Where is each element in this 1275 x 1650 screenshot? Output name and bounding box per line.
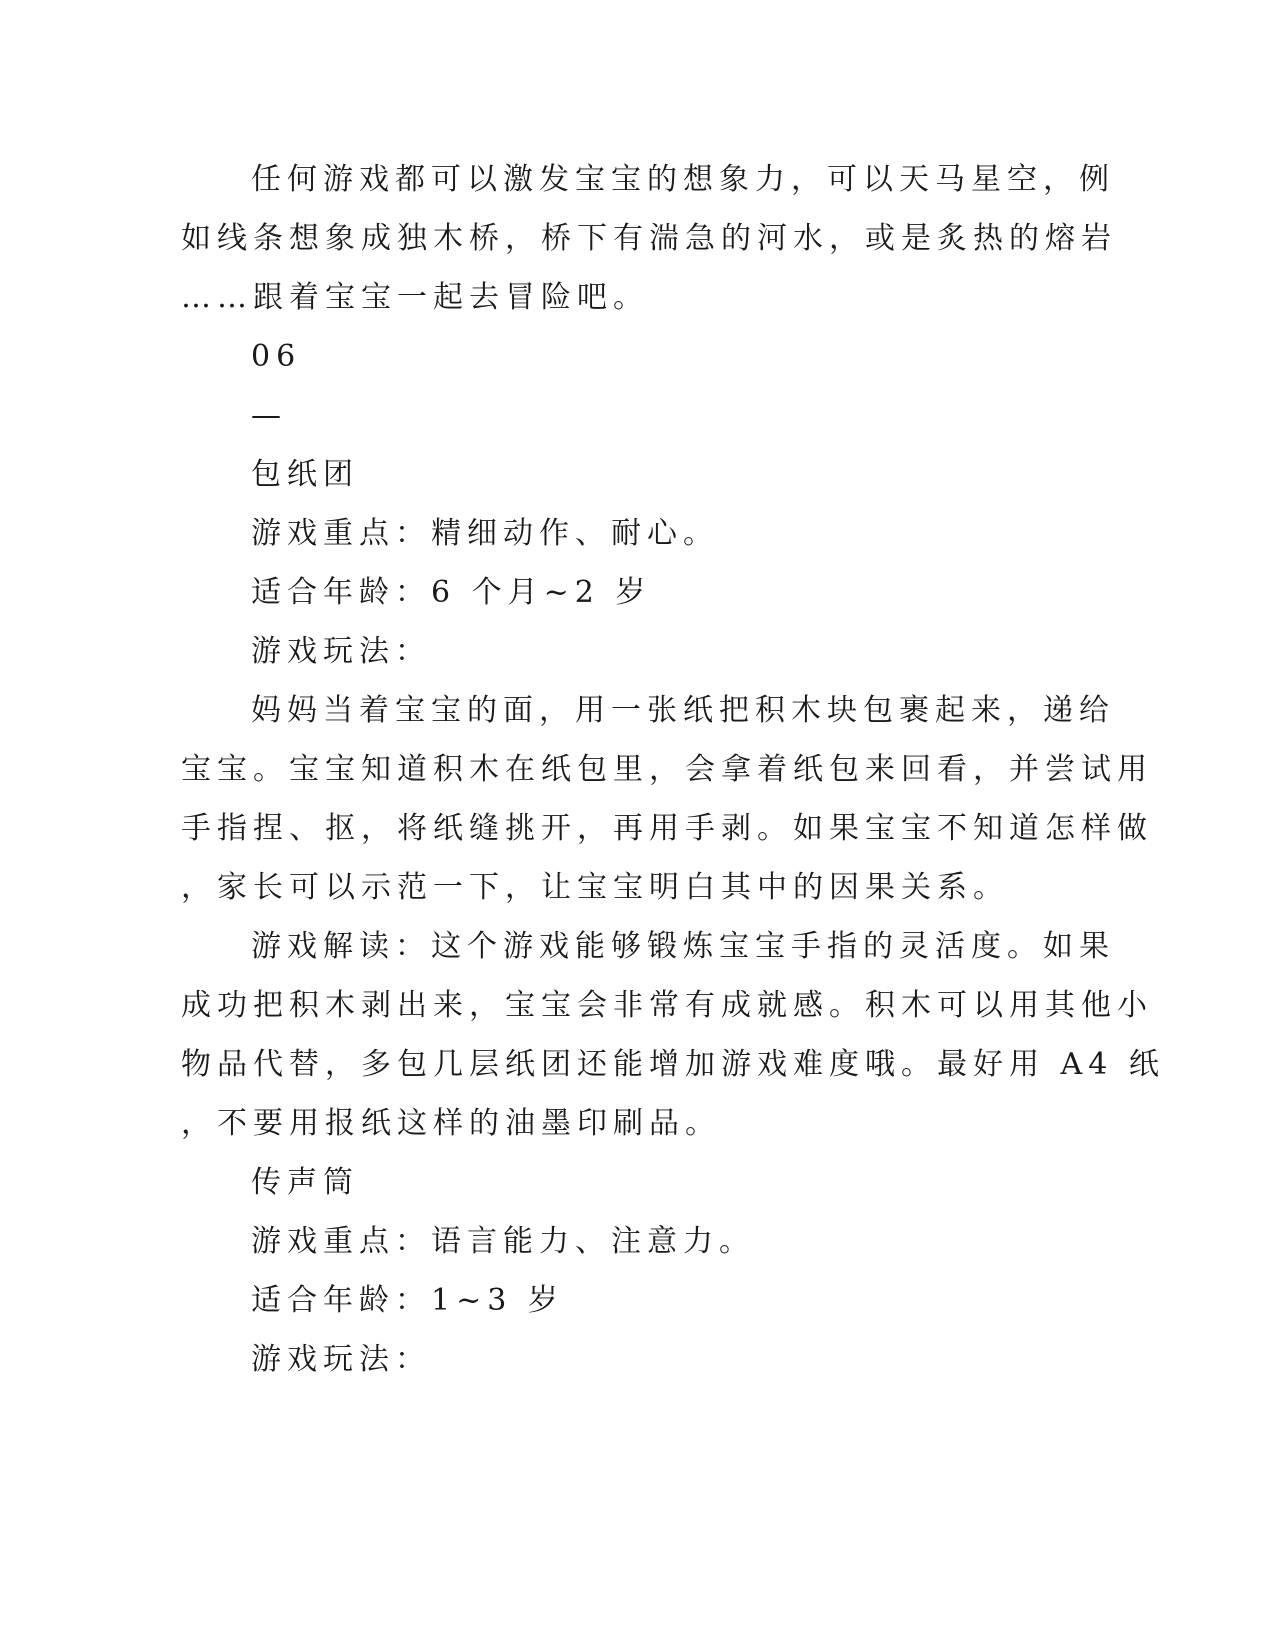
paragraph-line: 如线条想象成独木桥，桥下有湍急的河水，或是炙热的熔岩 bbox=[181, 221, 1117, 256]
game-title: 传声筒 bbox=[251, 1165, 359, 1200]
game-method-heading: 游戏玩法： bbox=[251, 1342, 431, 1377]
paragraph-line: 手指捏、抠，将纸缝挑开，再用手剥。如果宝宝不知道怎样做 bbox=[181, 811, 1153, 846]
paragraph-line: ，不要用报纸这样的油墨印刷品。 bbox=[181, 1106, 721, 1141]
paragraph-line: 物品代替，多包几层纸团还能增加游戏难度哦。最好用 A4 纸 bbox=[181, 1047, 1165, 1082]
game-title: 包纸团 bbox=[251, 457, 359, 492]
document-body bbox=[181, 150, 1165, 1389]
game-age: 适合年龄：1~3 岁 bbox=[251, 1283, 564, 1318]
paragraph-line: 游戏解读：这个游戏能够锻炼宝宝手指的灵活度。如果 bbox=[251, 929, 1115, 964]
paragraph-line: ……跟着宝宝一起去冒险吧。 bbox=[181, 280, 649, 315]
section-divider: — bbox=[251, 398, 287, 433]
game-focus: 游戏重点：语言能力、注意力。 bbox=[251, 1224, 755, 1259]
game-age: 适合年龄：6 个月~2 岁 bbox=[251, 575, 652, 610]
paragraph-line: 妈妈当着宝宝的面，用一张纸把积木块包裹起来，递给 bbox=[251, 693, 1115, 728]
game-method-heading: 游戏玩法： bbox=[251, 634, 431, 669]
paragraph-line: 成功把积木剥出来，宝宝会非常有成就感。积木可以用其他小 bbox=[181, 988, 1153, 1023]
paragraph-line: 任何游戏都可以激发宝宝的想象力，可以天马星空，例 bbox=[251, 162, 1115, 197]
paragraph-line: 宝宝。宝宝知道积木在纸包里，会拿着纸包来回看，并尝试用 bbox=[181, 752, 1153, 787]
section-number: 06 bbox=[251, 339, 302, 374]
game-focus: 游戏重点：精细动作、耐心。 bbox=[251, 516, 719, 551]
paragraph-line: ，家长可以示范一下，让宝宝明白其中的因果关系。 bbox=[181, 870, 1009, 905]
